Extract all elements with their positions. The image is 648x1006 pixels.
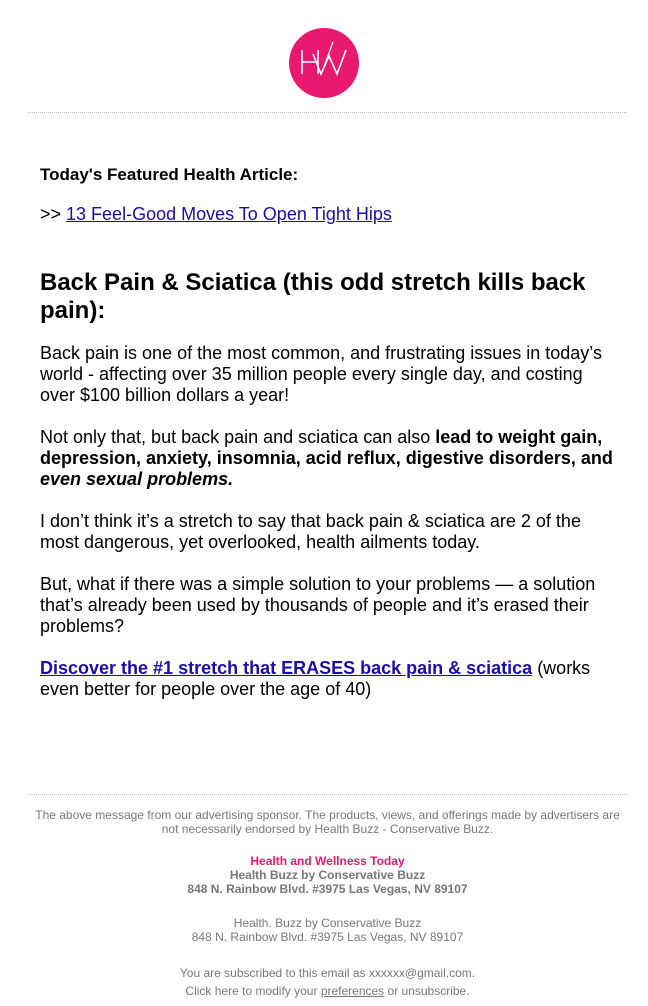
email-content [40, 164, 615, 700]
hw-logo [289, 28, 359, 98]
paragraph-2-text: Not only that, but back pain and sciatica can also [40, 427, 436, 447]
footer-brand [28, 854, 627, 896]
paragraph-2-bold: lead to weight gain, depression, anxiety, insomnia, acid reflux, digestive disorders, and [40, 427, 613, 468]
paragraph-4: But, what if there was a simple solution to your problems — a solution that’s already been used by thousands of people and it’s erased their problems? [40, 574, 596, 636]
footer-org-address: 848 N. Rainbow Blvd. #3975 Las Vegas, NV 89107 [191, 930, 464, 944]
footer-modify-start: Click here to modify your [185, 984, 321, 998]
paragraph-2-bold-italic: even sexual problems. [40, 469, 234, 489]
footer-subscribed-text: You are subscribed to this email as xxxxxx@gmail.com. [179, 966, 476, 980]
bottom-divider [28, 794, 627, 795]
hw-logo-icon [289, 28, 359, 98]
footer-org-name: Health. Buzz by Conservative Buzz [233, 916, 422, 930]
featured-label: Today's Featured Health Article: [40, 165, 299, 184]
cta-paragraph [40, 658, 615, 700]
logo-container [0, 28, 648, 103]
cta-rest: (works even better for people over the age of 40) [40, 658, 591, 699]
cta-link[interactable]: Discover the #1 stretch that ERASES back pain & sciatica [40, 658, 533, 678]
footer-brand-name: Health and Wellness Today [250, 854, 405, 868]
paragraph-2 [40, 427, 615, 490]
footer-disclaimer: The above message from our advertising sponsor. The products, views, and offerings made by advertisers are not necessarily endorsed by Health Buzz - Conservative Buzz. [35, 808, 620, 836]
featured-article-line [40, 203, 615, 225]
footer-brand-by: Health Buzz by Conservative Buzz [229, 868, 426, 882]
footer-brand-address: 848 N. Rainbow Blvd. #3975 Las Vegas, NV 89107 [187, 882, 468, 896]
footer-modify-line [28, 982, 627, 1000]
featured-prefix: >> [40, 204, 67, 224]
top-divider [28, 112, 627, 113]
footer-subscription [28, 964, 627, 1000]
footer-modify-end: or unsubscribe. [384, 984, 470, 998]
preferences-link[interactable]: preferences [320, 984, 385, 998]
article-headline: Back Pain & Sciatica (this odd stretch kills back pain): [40, 269, 586, 324]
paragraph-3: I don’t think it’s a stretch to say that back pain & sciatica are 2 of the most dangerous, yet overlooked, health ailments today. [40, 511, 581, 552]
featured-article-link[interactable]: 13 Feel-Good Moves To Open Tight Hips [66, 204, 392, 224]
paragraph-1: Back pain is one of the most common, and frustrating issues in today’s world - affecting over 35 million people every single day, and costing over $100 billion dollars a year! [40, 343, 602, 405]
footer-org [28, 916, 627, 944]
